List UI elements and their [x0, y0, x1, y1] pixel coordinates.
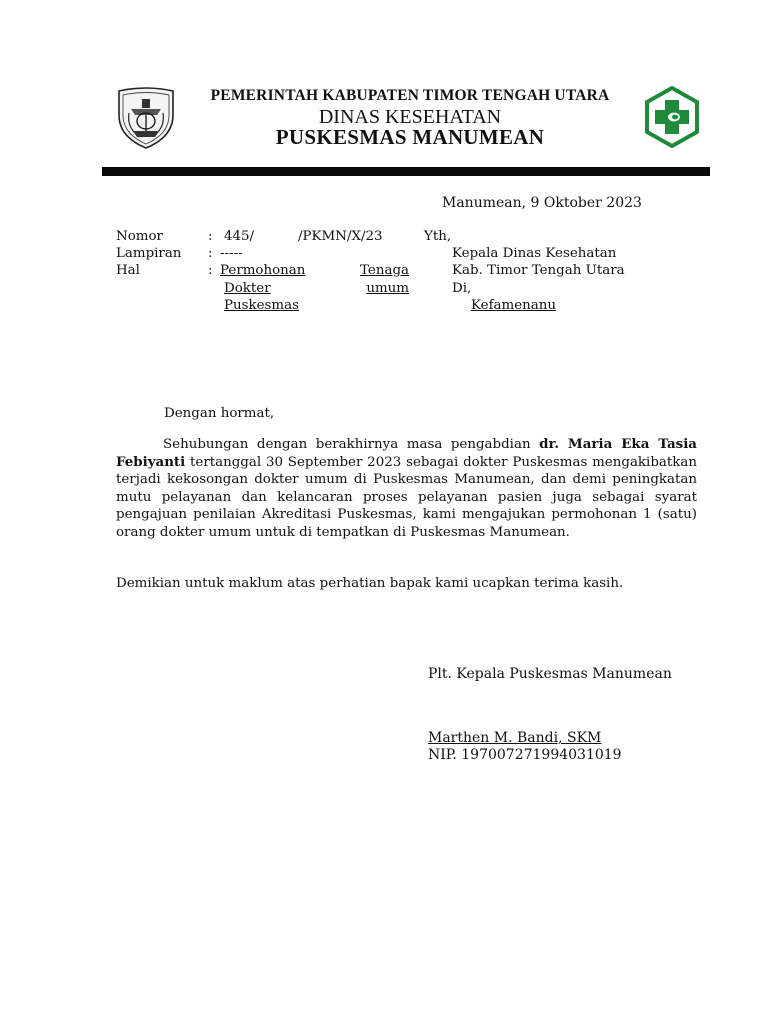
- hal-word: Dokter: [224, 281, 271, 296]
- recipient-greeting: Yth,: [424, 229, 452, 244]
- hal-line3: Puskesmas: [224, 298, 299, 313]
- nomor-colon: :: [208, 229, 213, 244]
- letterhead-government: PEMERINTAH KABUPATEN TIMOR TENGAH UTARA: [210, 87, 610, 104]
- doctor-name: dr. Maria Eka Tasia Febiyanti: [116, 436, 697, 470]
- date-line: Manumean, 9 Oktober 2023: [442, 195, 642, 211]
- letterhead-puskesmas: PUSKESMAS MANUMEAN: [275, 125, 545, 149]
- recipient-line2: Kab. Timor Tengah Utara: [452, 263, 625, 278]
- nomor-label: Nomor: [116, 229, 163, 244]
- nomor-suffix: /PKMN/X/23: [298, 229, 383, 244]
- letterhead-divider: [102, 167, 710, 176]
- recipient-city: Kefamenanu: [471, 298, 556, 313]
- body-paragraph-rest: tertanggal 30 September 2023 sebagai dokter Puskesmas mengakibatkan terjadi kekosongan dokter umum di Puskesmas Manumean, dan demi peningkatan mutu pelayanan dan kelancaran proses pelayanan pasien juga sebagai syarat pengajuan penilaian Akreditasi Puskesmas, kami mengajukan permohonan 1 (satu) orang dokter umum untuk di tempatkan di Puskesmas Manumean.: [116, 454, 697, 540]
- puskesmas-cross-logo-icon: [644, 86, 700, 148]
- body-paragraph-start: Sehubungan dengan berakhirnya masa pengabdian: [163, 437, 540, 452]
- recipient-line3: Di,: [452, 281, 472, 296]
- signatory-name: Marthen M. Bandi, SKM: [428, 730, 602, 746]
- lampiran-value: -----: [220, 246, 243, 261]
- hal-word: umum: [366, 281, 409, 296]
- hal-line2: [224, 280, 409, 298]
- signatory-nip: NIP. 197007271994031019: [428, 747, 622, 763]
- signature-title: Plt. Kepala Puskesmas Manumean: [428, 666, 672, 682]
- hal-word: Permohonan: [220, 263, 306, 278]
- lampiran-label: Lampiran: [116, 246, 182, 261]
- hal-colon: :: [208, 263, 213, 278]
- salutation: Dengan hormat,: [164, 406, 275, 421]
- lampiran-colon: :: [208, 246, 213, 261]
- hal-line1: [220, 262, 409, 280]
- hal-word: Tenaga: [360, 263, 409, 278]
- letterhead-agency: DINAS KESEHATAN: [318, 106, 502, 128]
- nomor-value: 445/: [224, 229, 255, 244]
- closing-sentence: Demikian untuk maklum atas perhatian bapak kami ucapkan terima kasih.: [116, 576, 624, 591]
- body-paragraph: [116, 436, 697, 542]
- hal-label: Hal: [116, 263, 140, 278]
- recipient-line1: Kepala Dinas Kesehatan: [452, 246, 617, 261]
